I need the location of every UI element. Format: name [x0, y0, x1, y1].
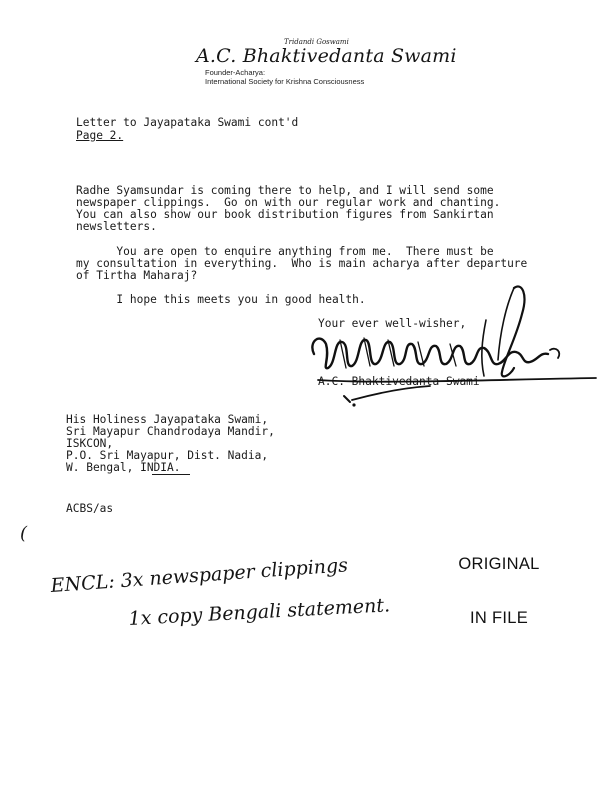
address-line: His Holiness Jayapataka Swami,: [66, 413, 269, 426]
letter-heading: Letter to Jayapataka Swami cont'd: [76, 116, 299, 129]
letterhead-srila: Tridandi Goswami: [284, 38, 349, 46]
body-line: newsletters.: [76, 220, 157, 233]
letterhead-name: A.C. Bhaktivedanta Swami: [196, 45, 457, 67]
address-line: P.O. Sri Mayapur, Dist. Nadia,: [66, 449, 269, 462]
body-line: newspaper clippings. Go on with our regular work and chanting.: [76, 196, 501, 209]
body-line: of Tirtha Maharaj?: [76, 269, 198, 282]
handwritten-encl-line-2: 1x copy Bengali statement.: [128, 594, 391, 630]
letterhead-title: Founder-Acharya:: [205, 68, 266, 77]
address-line: Sri Mayapur Chandrodaya Mandir,: [66, 425, 275, 438]
typed-signature-name: A.C. Bhaktivedanta Swami: [318, 375, 480, 388]
body-line: I hope this meets you in good health.: [76, 293, 366, 306]
body-line: my consultation in everything. Who is main acharya after departure: [76, 257, 528, 270]
valediction: Your ever well-wisher,: [318, 317, 467, 330]
stamp-line-2: IN FILE: [469, 609, 529, 627]
body-line: Radhe Syamsundar is coming there to help, and I will send some: [76, 184, 494, 197]
margin-mark: (: [20, 523, 28, 544]
reference-initials: ACBS/as: [66, 502, 114, 515]
letterhead-org: International Society for Krishna Consciousness: [205, 77, 365, 86]
address-line: W. Bengal, INDIA.: [66, 461, 181, 474]
body-line: You are open to enquire anything from me. There must be: [76, 245, 494, 258]
handwritten-signature: [300, 280, 600, 410]
stamp-line-1: ORIGINAL: [458, 555, 540, 573]
handwritten-encl-line-1: ENCL: 3x newspaper clippings: [50, 554, 349, 597]
page-number: Page 2.: [76, 129, 124, 142]
india-underline: [152, 474, 190, 475]
body-line: You can also show our book distribution figures from Sankirtan: [76, 208, 494, 221]
original-in-file-stamp: [454, 519, 544, 663]
address-line: ISKCON,: [66, 437, 114, 450]
